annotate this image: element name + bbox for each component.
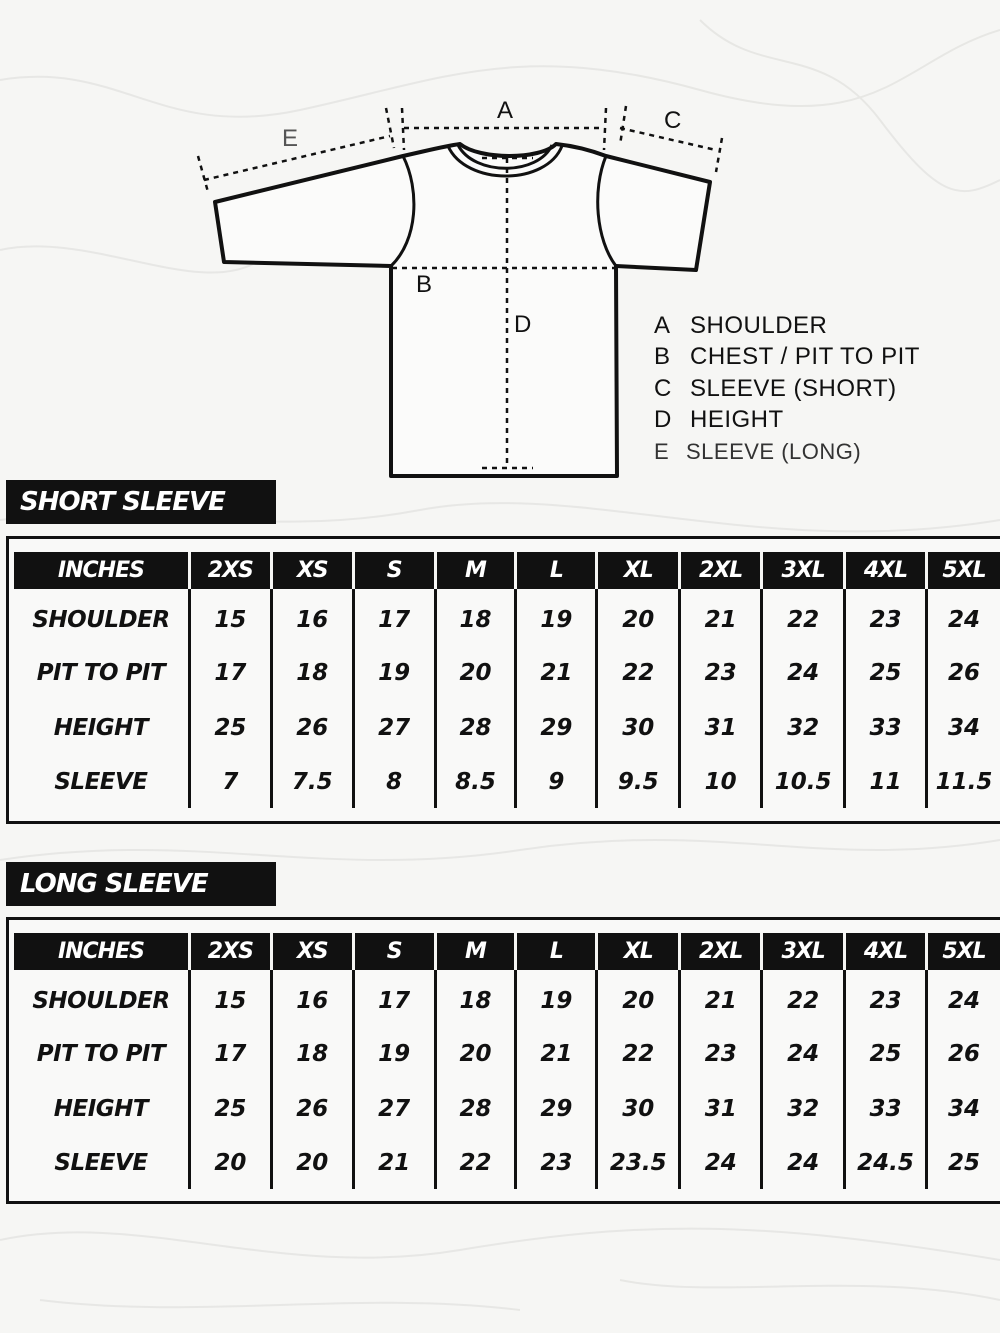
- measurement-cell: 21: [517, 645, 598, 700]
- legend-text: HEIGHT: [690, 406, 784, 434]
- measurement-cell: 18: [273, 645, 355, 700]
- row-label: HEIGHT: [14, 700, 191, 755]
- measurement-cell: 22: [598, 1026, 681, 1081]
- size-header: 2XL: [681, 552, 763, 589]
- measurement-cell: 20: [437, 645, 518, 700]
- diagram-label-a: A: [497, 97, 514, 124]
- measurement-cell: 23: [681, 1026, 763, 1081]
- size-header: L: [517, 933, 598, 970]
- measurement-cell: 31: [681, 1081, 763, 1136]
- table-row: [14, 970, 1000, 1026]
- measurement-cell: 22: [763, 970, 846, 1026]
- measurement-cell: 24: [681, 1136, 763, 1189]
- measurement-cell: 21: [681, 589, 763, 645]
- size-header: S: [355, 933, 437, 970]
- size-header: XL: [598, 552, 681, 589]
- legend-item: [654, 342, 920, 374]
- measurement-cell: 24.5: [846, 1136, 928, 1189]
- long-sleeve-title: LONG SLEEVE: [6, 862, 276, 906]
- measurement-cell: 19: [355, 1026, 437, 1081]
- measurement-cell: 23: [846, 589, 928, 645]
- measurement-cell: 24: [763, 1026, 846, 1081]
- size-header: 2XS: [191, 933, 273, 970]
- measurement-cell: 30: [598, 1081, 681, 1136]
- measure-e-tick-2: [386, 108, 394, 148]
- size-header: M: [437, 552, 518, 589]
- measurement-cell: 25: [191, 700, 273, 755]
- legend-text: CHEST / PIT TO PIT: [690, 343, 920, 371]
- measurement-cell: 24: [947, 988, 980, 1014]
- legend-key: E: [654, 438, 670, 464]
- measure-c-tick-1: [620, 106, 626, 145]
- size-header: M: [437, 933, 518, 970]
- legend-item: [654, 436, 920, 468]
- size-header: XS: [273, 552, 355, 589]
- legend-key: B: [654, 343, 671, 371]
- size-header: 4XL: [846, 552, 928, 589]
- legend-key: D: [654, 406, 672, 434]
- short-sleeve-table: [14, 552, 1000, 808]
- measurement-cell: 22: [437, 1136, 518, 1189]
- unit-header: INCHES: [14, 552, 191, 589]
- size-header: 5XL: [928, 933, 1000, 970]
- row-label: SHOULDER: [14, 970, 191, 1026]
- measurement-cell: 18: [273, 1026, 355, 1081]
- size-header: 3XL: [763, 933, 846, 970]
- row-label: HEIGHT: [14, 1081, 191, 1136]
- measurement-legend: [654, 310, 920, 468]
- long-sleeve-table: [14, 933, 1000, 1189]
- table-row: [14, 589, 1000, 645]
- table-row: [14, 1136, 1000, 1189]
- measurement-cell: 26: [947, 659, 980, 686]
- unit-header: INCHES: [14, 933, 191, 970]
- measurement-cell: 29: [517, 1081, 598, 1136]
- measurement-cell: 25: [947, 1149, 980, 1176]
- measurement-cell: 17: [355, 970, 437, 1026]
- measurement-cell: 27: [355, 1081, 437, 1136]
- measurement-cell: 10.5: [763, 755, 846, 808]
- measurement-cell: 32: [763, 700, 846, 755]
- measurement-cell: 9: [517, 755, 598, 808]
- measurement-cell: 33: [846, 700, 928, 755]
- measurement-cell: 16: [273, 970, 355, 1026]
- header-row: [14, 552, 1000, 589]
- measure-a-left-tick: [402, 108, 404, 150]
- measurement-cell: 20: [273, 1136, 355, 1189]
- size-header: XS: [273, 933, 355, 970]
- measurement-cell: 7: [191, 755, 273, 808]
- size-header: L: [517, 552, 598, 589]
- measurement-cell: 20: [437, 1026, 518, 1081]
- measurement-cell: 8.5: [437, 755, 518, 808]
- legend-item: [654, 310, 920, 342]
- measurement-cell: 20: [191, 1136, 273, 1189]
- measurement-cell: 11.5: [935, 768, 993, 795]
- measurement-cell: 17: [191, 1026, 273, 1081]
- measurement-cell: 20: [598, 589, 681, 645]
- header-row: [14, 933, 1000, 970]
- diagram-label-b: B: [416, 271, 433, 298]
- measure-a-right-tick: [604, 108, 606, 150]
- measurement-cell: 26: [273, 700, 355, 755]
- measurement-cell: 19: [517, 970, 598, 1026]
- measurement-cell: 23: [517, 1136, 598, 1189]
- measurement-cell: 30: [598, 700, 681, 755]
- legend-key: C: [654, 374, 672, 402]
- legend-item: [654, 373, 920, 405]
- measurement-cell: 16: [273, 589, 355, 645]
- row-label: SLEEVE: [14, 1136, 191, 1189]
- size-header: S: [355, 552, 437, 589]
- measurement-cell: 11: [846, 755, 928, 808]
- measurement-cell: 18: [437, 970, 518, 1026]
- measurement-cell: 25: [846, 1026, 928, 1081]
- measurement-cell: 9.5: [598, 755, 681, 808]
- measurement-cell: 31: [681, 700, 763, 755]
- size-header: 3XL: [763, 552, 846, 589]
- table-row: [14, 645, 1000, 700]
- diagram-label-c: C: [664, 107, 682, 134]
- diagram-label-d: D: [514, 311, 532, 338]
- legend-text: SLEEVE (SHORT): [690, 374, 897, 402]
- measurement-cell: 18: [437, 589, 518, 645]
- measurement-cell: 15: [191, 970, 273, 1026]
- measurement-cell: 24: [763, 1136, 846, 1189]
- measurement-cell: 33: [846, 1081, 928, 1136]
- measurement-cell: 10: [681, 755, 763, 808]
- size-header: 2XL: [681, 933, 763, 970]
- measurement-cell: 23: [846, 970, 928, 1026]
- measurement-cell: 22: [763, 589, 846, 645]
- measurement-cell: 34: [947, 714, 980, 741]
- row-label: PIT TO PIT: [14, 1026, 191, 1081]
- measurement-cell: 8: [355, 755, 437, 808]
- measurement-cell: 28: [437, 700, 518, 755]
- table-row: [14, 700, 1000, 755]
- size-header: 5XL: [928, 552, 1000, 589]
- measure-e-tick-1: [198, 156, 208, 192]
- measurement-cell: 27: [355, 700, 437, 755]
- row-label: PIT TO PIT: [14, 645, 191, 700]
- measure-c-tick-2: [716, 138, 722, 172]
- table-row: [14, 1081, 1000, 1136]
- measurement-cell: 34: [947, 1095, 980, 1122]
- row-label: SLEEVE: [14, 755, 191, 808]
- diagram-label-e: E: [282, 125, 299, 152]
- legend-key: A: [654, 311, 671, 339]
- short-sleeve-title: SHORT SLEEVE: [6, 480, 276, 524]
- measurement-cell: 24: [763, 645, 846, 700]
- measurement-cell: 22: [598, 645, 681, 700]
- legend-item: [654, 405, 920, 437]
- row-label: SHOULDER: [14, 589, 191, 645]
- measurement-cell: 20: [598, 970, 681, 1026]
- measurement-cell: 19: [355, 645, 437, 700]
- measurement-cell: 19: [517, 589, 598, 645]
- measurement-cell: 28: [437, 1081, 518, 1136]
- size-header: 4XL: [846, 933, 928, 970]
- measurement-cell: 25: [846, 645, 928, 700]
- measurement-cell: 17: [191, 645, 273, 700]
- measurement-cell: 17: [355, 589, 437, 645]
- measurement-cell: 21: [517, 1026, 598, 1081]
- table-row: [14, 755, 1000, 808]
- measurement-cell: 26: [273, 1081, 355, 1136]
- size-header: 2XS: [191, 552, 273, 589]
- size-header: XL: [598, 933, 681, 970]
- measurement-cell: 23: [681, 645, 763, 700]
- measurement-cell: 23.5: [598, 1136, 681, 1189]
- measurement-cell: 26: [947, 1040, 980, 1067]
- table-row: [14, 1026, 1000, 1081]
- measurement-cell: 7.5: [273, 755, 355, 808]
- measurement-cell: 21: [355, 1136, 437, 1189]
- measurement-cell: 24: [947, 607, 980, 633]
- measurement-cell: 29: [517, 700, 598, 755]
- tshirt-outline: [215, 144, 710, 476]
- measurement-cell: 21: [681, 970, 763, 1026]
- measurement-cell: 15: [191, 589, 273, 645]
- measurement-cell: 32: [763, 1081, 846, 1136]
- measurement-cell: 25: [191, 1081, 273, 1136]
- legend-text: SLEEVE (LONG): [686, 438, 862, 464]
- legend-text: SHOULDER: [690, 311, 828, 339]
